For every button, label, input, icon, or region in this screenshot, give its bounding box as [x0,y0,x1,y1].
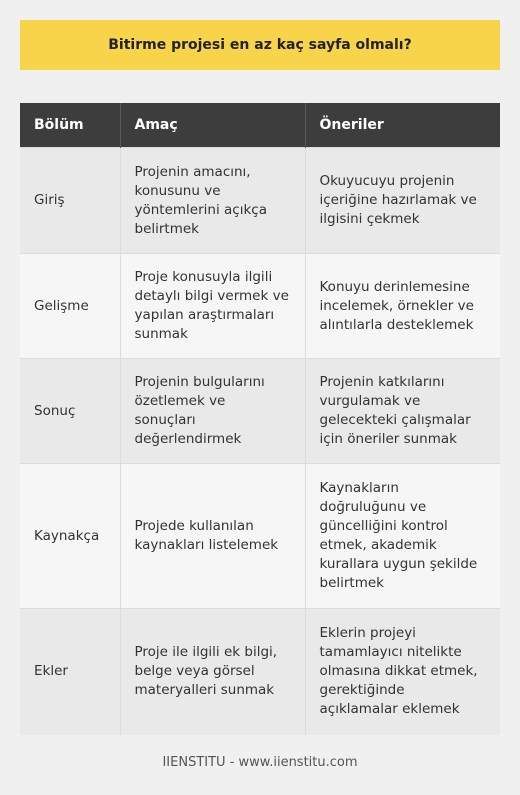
page-title: Bitirme projesi en az kaç sayfa olmalı? [108,37,412,53]
table-cell-purpose: Projenin bulgularını özetlemek ve sonuçları değerlendirmek [120,359,305,464]
table-cell-purpose: Proje ile ilgili ek bilgi, belge veya görsel materyalleri sunmak [120,609,305,735]
column-header-amac: Amaç [120,103,305,148]
table-cell-suggestion: Kaynakların doğruluğunu ve güncelliğini kontrol etmek, akademik kurallara uygun şekilde belirtmek [305,464,500,609]
table-row [20,254,500,359]
footer-credit: IIENSTITU - www.iienstitu.com [162,755,358,770]
table-cell-purpose: Projede kullanılan kaynakları listelemek [120,464,305,609]
table-cell-suggestion: Konuyu derinlemesine incelemek, örnekler ve alıntılarla desteklemek [305,254,500,359]
content-table [20,103,500,735]
table-cell-section: Sonuç [20,359,120,464]
table-row [20,609,500,735]
table-cell-section: Giriş [20,148,120,254]
table-cell-section: Kaynakça [20,464,120,609]
column-header-oneriler: Öneriler [305,103,500,148]
table-cell-suggestion: Okuyucuyu projenin içeriğine hazırlamak ve ilgisini çekmek [305,148,500,254]
table-cell-suggestion: Projenin katkılarını vurgulamak ve gelecekteki çalışmalar için öneriler sunmak [305,359,500,464]
table-row [20,359,500,464]
table-cell-section: Gelişme [20,254,120,359]
table-cell-purpose: Projenin amacını, konusunu ve yöntemlerini açıkça belirtmek [120,148,305,254]
title-banner [20,20,500,70]
column-header-bolum: Bölüm [20,103,120,148]
table-row [20,464,500,609]
table-cell-purpose: Proje konusuyla ilgili detaylı bilgi vermek ve yapılan araştırmaları sunmak [120,254,305,359]
table-cell-section: Ekler [20,609,120,735]
table-row [20,148,500,254]
table-header-row [20,103,500,148]
table-cell-suggestion: Eklerin projeyi tamamlayıcı nitelikte olmasına dikkat etmek, gerektiğinde açıklamalar eklemek [305,609,500,735]
